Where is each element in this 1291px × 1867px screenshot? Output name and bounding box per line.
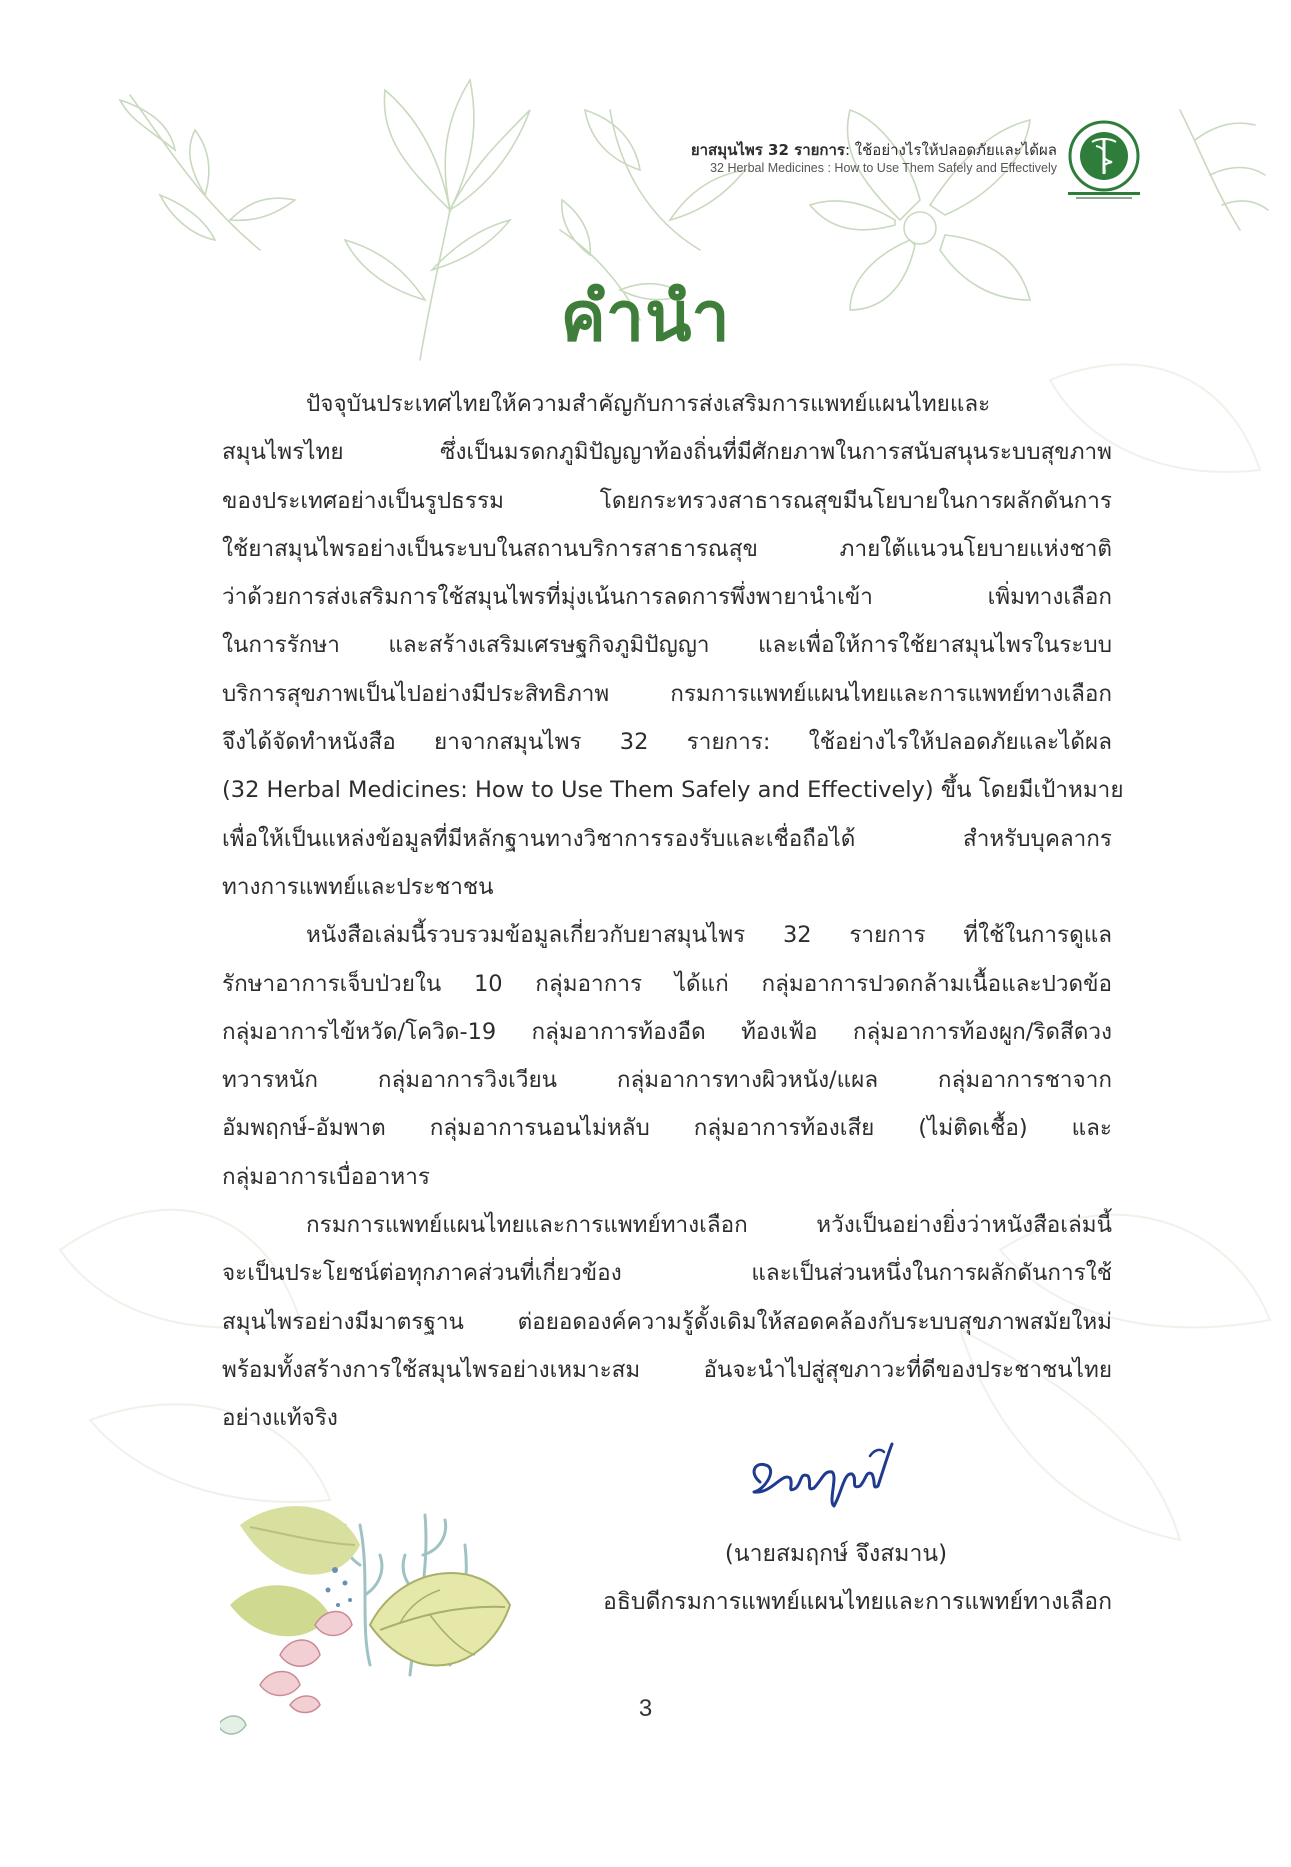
body-line: จึงได้จัดทำหนังสือ ยาจากสมุนไพร 32 รายการ: ใช้อย่างไรให้ปลอดภัยและได้ผล xyxy=(222,729,1112,756)
body-line: รักษาอาการเจ็บป่วยใน 10 กลุ่มอาการ ได้แก่ กลุ่มอาการปวดกล้ามเนื้อและปวดข้อ xyxy=(222,970,1112,997)
body-line: สมุนไพรไทย ซึ่งเป็นมรดกภูมิปัญญาท้องถิ่นที่มีศักยภาพในการสนับสนุนระบบสุขภาพ xyxy=(222,439,1112,466)
body-line: (32 Herbal Medicines: How to Use Them Safely and Effectively) ขึ้น โดยมีเป้าหมาย xyxy=(222,777,1124,804)
body-line: กลุ่มอาการเบื่ออาหาร xyxy=(222,1163,430,1190)
body-line: ว่าด้วยการส่งเสริมการใช้สมุนไพรที่มุ่งเน้นการลดการพึ่งพายานำเข้า เพิ่มทางเลือก xyxy=(222,584,1112,611)
body-line: หนังสือเล่มนี้รวบรวมข้อมูลเกี่ยวกับยาสมุนไพร 32 รายการ ที่ใช้ในการดูแล xyxy=(306,922,1112,949)
body-line: ของประเทศอย่างเป็นรูปธรรม โดยกระทรวงสาธารณสุขมีนโยบายในการผลักดันการ xyxy=(222,487,1112,514)
body-line: เพื่อให้เป็นแหล่งข้อมูลที่มีหลักฐานทางวิชาการรองรับและเชื่อถือได้ สำหรับบุคลากร xyxy=(222,825,1112,852)
signer-title: อธิบดีกรมการแพทย์แผนไทยและการแพทย์ทางเลือก xyxy=(603,1589,1112,1615)
body-line: บริการสุขภาพเป็นไปอย่างมีประสิทธิภาพ กรมการแพทย์แผนไทยและการแพทย์ทางเลือก xyxy=(222,680,1112,707)
body-line: กลุ่มอาการไข้หวัด/โควิด-19 กลุ่มอาการท้องอืด ท้องเฟ้อ กลุ่มอาการท้องผูก/ริดสีดวง xyxy=(222,1018,1112,1045)
body-line: อัมพฤกษ์-อัมพาต กลุ่มอาการนอนไม่หลับ กลุ่มอาการท้องเสีย (ไม่ติดเชื้อ) และ xyxy=(222,1115,1112,1142)
body-line: ทางการแพทย์และประชาชน xyxy=(222,873,494,900)
handwritten-signature xyxy=(742,1432,902,1522)
body-line: พร้อมทั้งสร้างการใช้สมุนไพรอย่างเหมาะสม อันจะนำไปสู่สุขภาวะที่ดีของประชาชนไทย xyxy=(222,1356,1112,1383)
department-logo xyxy=(1062,118,1146,202)
body-line: กรมการแพทย์แผนไทยและการแพทย์ทางเลือก หวังเป็นอย่างยิ่งว่าหนังสือเล่มนี้ xyxy=(306,1212,1112,1239)
header-subtitle: 32 Herbal Medicines : How to Use Them Safely and Effectively xyxy=(710,161,1057,175)
body-line: จะเป็นประโยชน์ต่อทุกภาคส่วนที่เกี่ยวข้อง และเป็นส่วนหนึ่งในการผลักดันการใช้ xyxy=(222,1260,1112,1287)
running-header xyxy=(560,140,1057,176)
signer-name: (นายสมฤกษ์ จึงสมาน) xyxy=(724,1541,948,1567)
header-title xyxy=(560,140,1057,160)
page-number: 3 xyxy=(638,1695,653,1722)
body-line: ใช้ยาสมุนไพรอย่างเป็นระบบในสถานบริการสาธารณสุข ภายใต้แนวนโยบายแห่งชาติ xyxy=(222,535,1112,562)
body-line: ทวารหนัก กลุ่มอาการวิงเวียน กลุ่มอาการทางผิวหนัง/แผล กลุ่มอาการชาจาก xyxy=(222,1067,1112,1094)
page-title: คำนำ xyxy=(560,278,731,357)
body-line: ปัจจุบันประเทศไทยให้ความสำคัญกับการส่งเสริมการแพทย์แผนไทยและ xyxy=(306,391,991,417)
header-title-bold: ยาสมุนไพร 32 รายการ xyxy=(690,141,845,159)
header-title-rest: : ใช้อย่างไรให้ปลอดภัยและได้ผล xyxy=(844,141,1057,159)
body-line: อย่างแท้จริง xyxy=(222,1405,338,1432)
preface-body xyxy=(222,380,1124,1443)
body-line: ในการรักษา และสร้างเสริมเศรษฐกิจภูมิปัญญา และเพื่อให้การใช้ยาสมุนไพรในระบบ xyxy=(222,632,1112,659)
body-line: สมุนไพรอย่างมีมาตรฐาน ต่อยอดองค์ความรู้ดั้งเดิมให้สอดคล้องกับระบบสุขภาพสมัยใหม่ xyxy=(222,1308,1112,1335)
